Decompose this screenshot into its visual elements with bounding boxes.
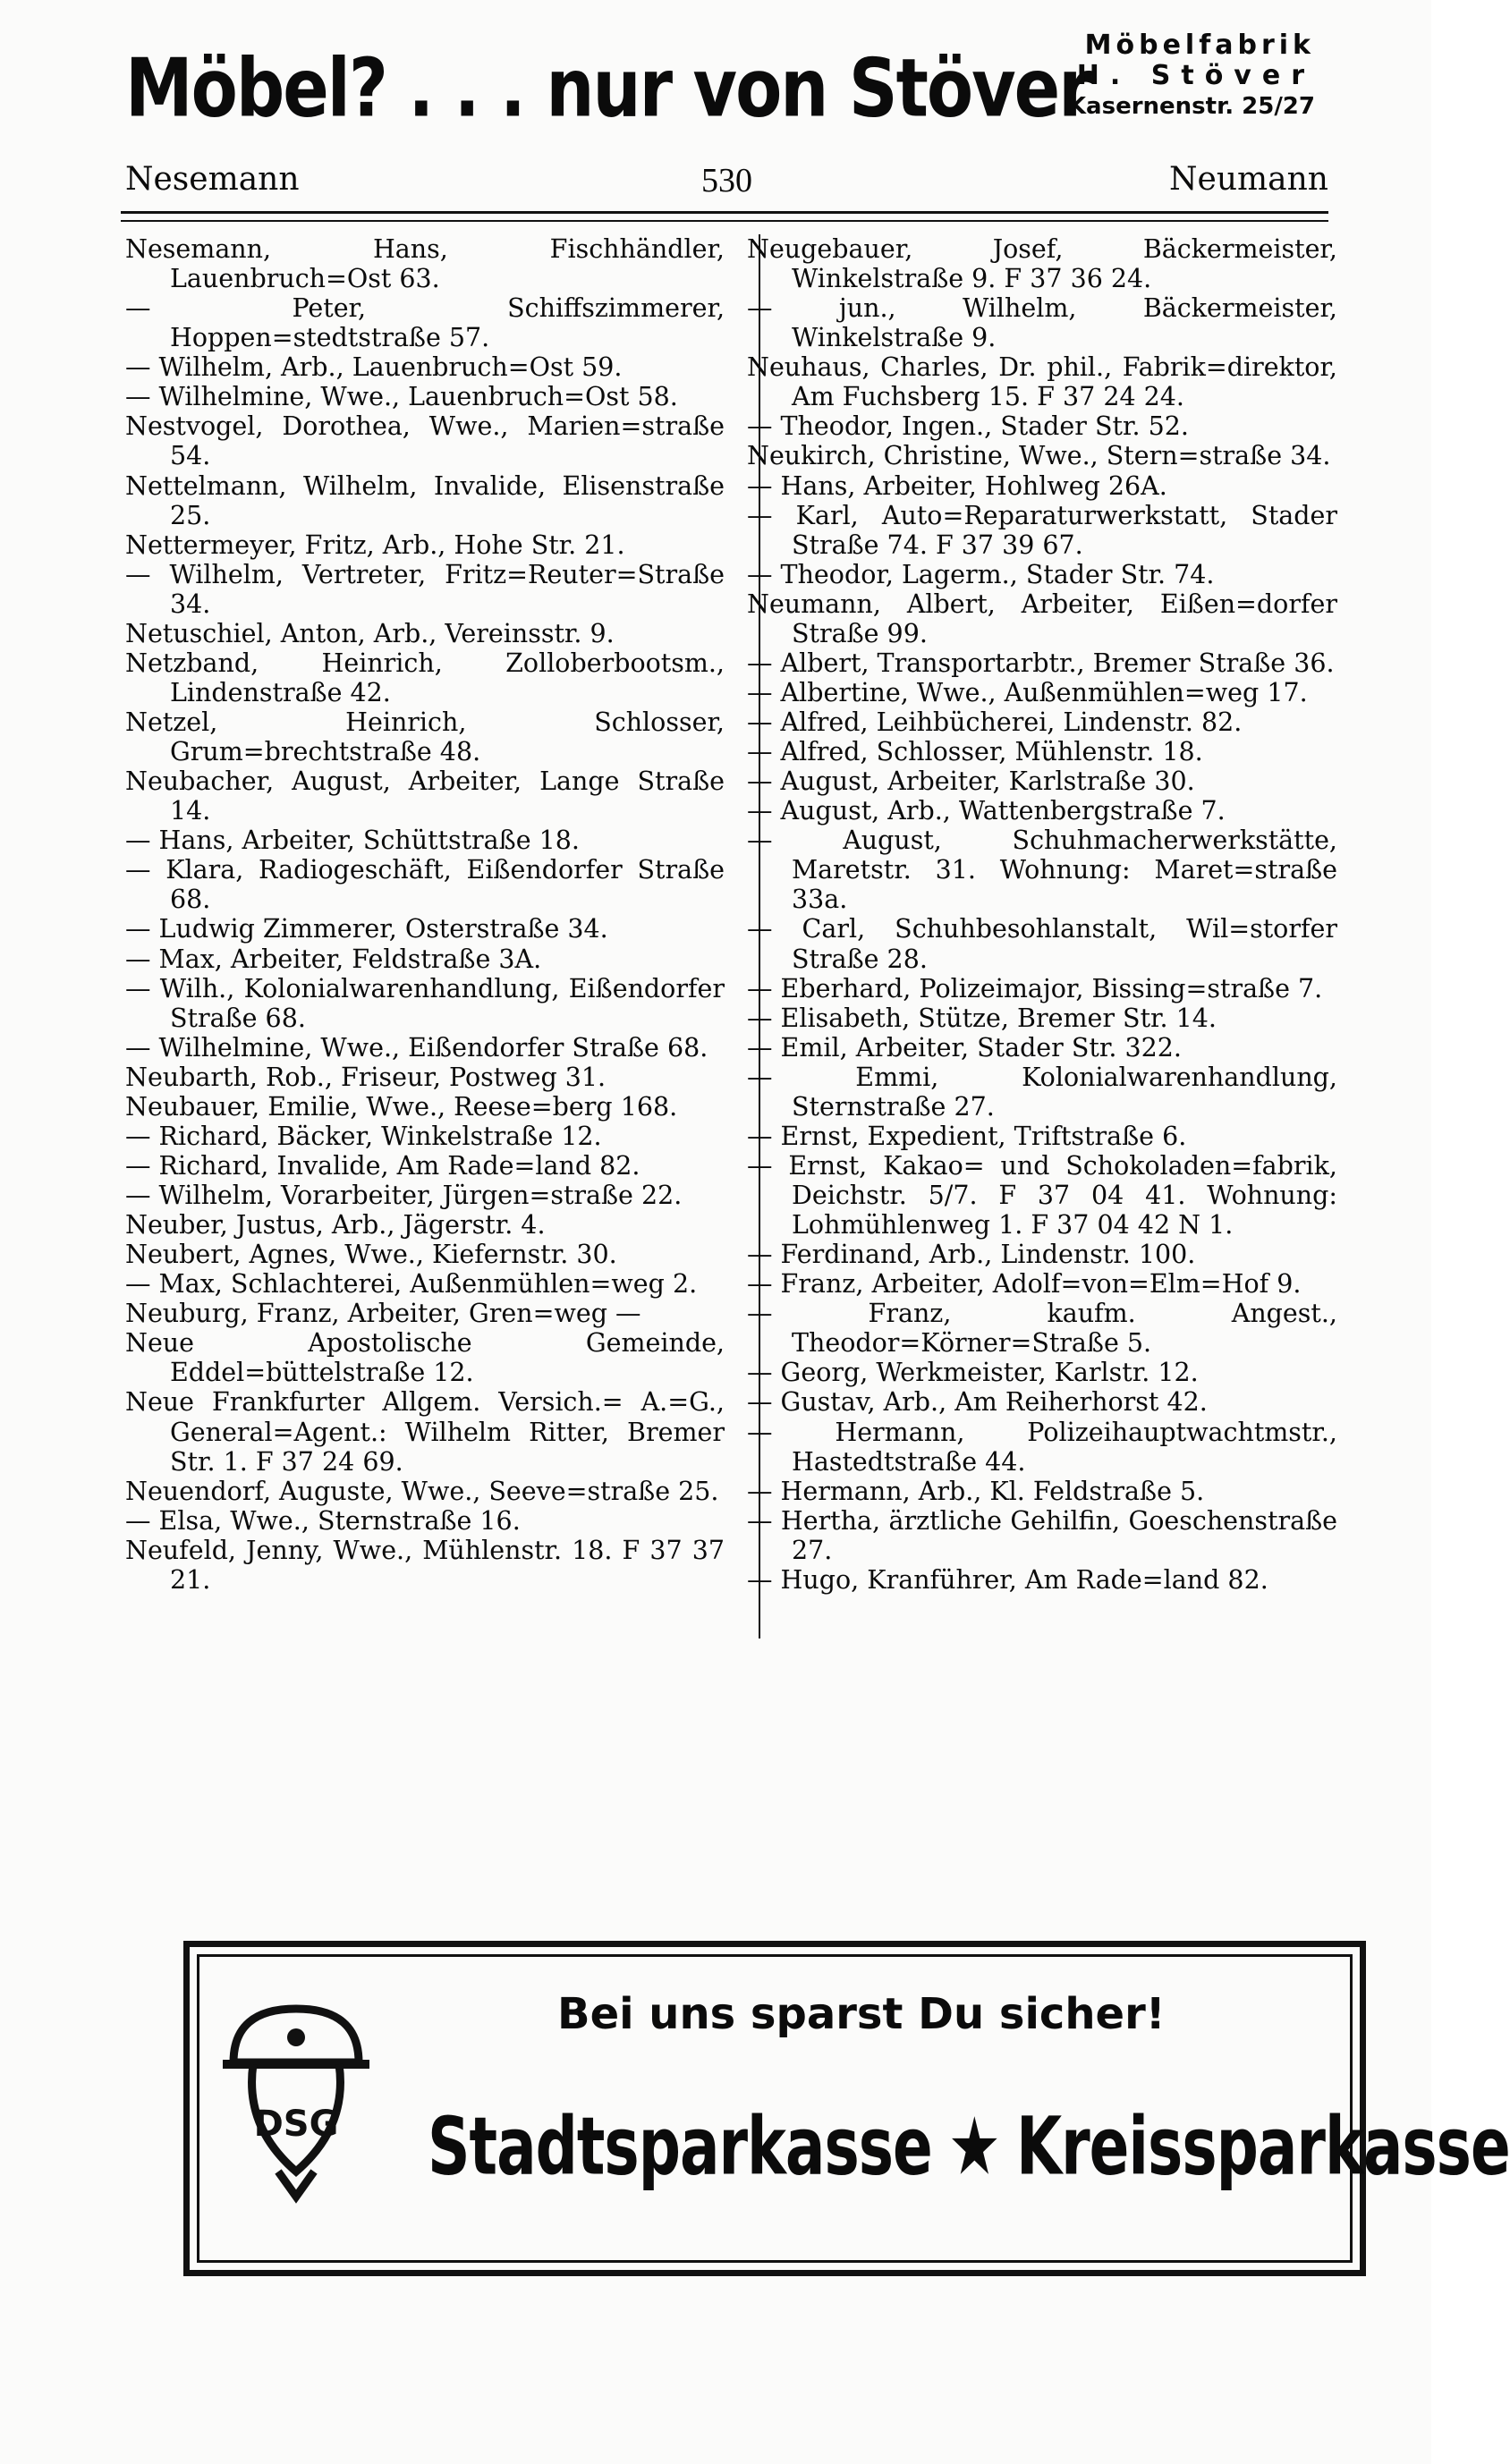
ad-company-line-1: Möbelfabrik [1084, 30, 1315, 61]
ad-company-line-3: Kasernenstr. 25/27 [1067, 93, 1315, 120]
directory-entry: — Emil, Arbeiter, Stader Str. 322. [747, 1032, 1182, 1063]
directory-entry: — Hans, Arbeiter, Hohlweg 26A. [747, 470, 1167, 501]
directory-entry: Neue Apostolische Gemeinde, Eddel=büttelstraße 12. [125, 1328, 725, 1388]
directory-entry: — Hermann, Arb., Kl. Feldstraße 5. [747, 1476, 1205, 1506]
directory-entry: — Wilh., Kolonialwarenhandlung, Eißendorfer Straße 68. [125, 973, 725, 1033]
directory-entry: — Alfred, Leihbücherei, Lindenstr. 82. [747, 707, 1243, 737]
page-number: 530 [701, 162, 752, 199]
directory-entry: Neue Frankfurter Allgem. Versich.= A.=G., General=Agent.: Wilhelm Ritter, Bremer Str. 1. F 37 24 69. [125, 1387, 725, 1477]
directory-entry: — Richard, Bäcker, Winkelstraße 12. [125, 1121, 602, 1151]
directory-entry: Neubarth, Rob., Friseur, Postweg 31. [125, 1062, 607, 1092]
directory-entry: Neuber, Justus, Arb., Jägerstr. 4. [125, 1210, 546, 1240]
directory-entry: — Ernst, Expedient, Triftstraße 6. [747, 1121, 1187, 1151]
ad-slogan: Möbel? . . . nur von Stöver [125, 40, 1090, 135]
right-column [747, 234, 1337, 1595]
directory-entry: Neubert, Agnes, Wwe., Kiefernstr. 30. [125, 1240, 617, 1270]
directory-entry: — Hertha, ärztliche Gehilfin, Goeschenstraße 27. [747, 1505, 1337, 1565]
directory-entry: Neubacher, August, Arbeiter, Lange Straße 14. [125, 766, 725, 826]
directory-entry: — Karl, Auto=Reparaturwerkstatt, Stader Straße 74. F 37 39 67. [747, 500, 1337, 560]
directory-entry: — Albert, Transportarbtr., Bremer Straße 36. [747, 648, 1335, 678]
ad-brand-line [428, 2100, 1510, 2193]
directory-entry: Neuburg, Franz, Arbeiter, Gren=weg — [125, 1299, 641, 1329]
directory-entry: Netuschiel, Anton, Arb., Vereinsstr. 9. [125, 618, 615, 648]
directory-entry: — Wilhelm, Arb., Lauenbruch=Ost 59. [125, 352, 623, 383]
directory-entry: — Franz, Arbeiter, Adolf=von=Elm=Hof 9. [747, 1269, 1302, 1300]
header-first-name: Nesemann [125, 161, 300, 198]
directory-entry: — Gustav, Arb., Am Reiherhorst 42. [747, 1387, 1208, 1418]
directory-entry: — Ludwig Zimmerer, Osterstraße 34. [125, 914, 608, 944]
directory-entry: — Ernst, Kakao= und Schokoladen=fabrik, Deichstr. 5/7. F 37 04 41. Wohnung: Lohmühlenweg 1. F 37 04 42 N 1. [747, 1150, 1337, 1240]
directory-entry: Netzband, Heinrich, Zolloberbootsm., Lindenstraße 42. [125, 648, 725, 707]
header-rule-bottom [121, 220, 1328, 222]
dsg-logo-text: DSG [253, 2104, 339, 2145]
directory-entry: — Theodor, Lagerm., Stader Str. 74. [747, 559, 1215, 589]
directory-entry: — Max, Schlachterei, Außenmühlen=weg 2. [125, 1269, 698, 1300]
directory-entry: — Max, Arbeiter, Feldstraße 3A. [125, 944, 542, 974]
directory-entry: — August, Arbeiter, Karlstraße 30. [747, 766, 1195, 797]
directory-entry: Netzel, Heinrich, Schlosser, Grum=brechtstraße 48. [125, 707, 725, 767]
directory-entry: — Eberhard, Polizeimajor, Bissing=straße 7. [747, 973, 1323, 1003]
directory-entry: — Wilhelmine, Wwe., Lauenbruch=Ost 58. [125, 382, 678, 412]
directory-entry: Nettelmann, Wilhelm, Invalide, Elisenstraße 25. [125, 470, 725, 530]
directory-entry: — Richard, Invalide, Am Rade=land 82. [125, 1150, 640, 1181]
star-icon: ★ [947, 2100, 1000, 2193]
ad-inner-frame [197, 1954, 1510, 2263]
directory-entry: — Hermann, Polizeihauptwachtmstr., Hastedtstraße 44. [747, 1417, 1337, 1477]
directory-entry: — Alfred, Schlosser, Mühlenstr. 18. [747, 737, 1203, 767]
directory-entry: Nettermeyer, Fritz, Arb., Hohe Str. 21. [125, 529, 625, 560]
ad-tagline: Bei uns sparst Du sicher! [557, 1989, 1166, 2039]
directory-entry: — Georg, Werkmeister, Karlstr. 12. [747, 1358, 1199, 1388]
directory-entry: — Carl, Schuhbesohlanstalt, Wil=storfer Straße 28. [747, 914, 1337, 974]
header-rule-top [121, 211, 1328, 214]
top-advertisement [125, 30, 1315, 138]
ad-company-line-2: H. Stöver [1076, 60, 1315, 91]
directory-entry: — August, Arb., Wattenbergstraße 7. [747, 796, 1226, 826]
directory-entry: Neukirch, Christine, Wwe., Stern=straße 34. [747, 441, 1331, 471]
bottom-advertisement [183, 1941, 1510, 2276]
directory-entry: Neuhaus, Charles, Dr. phil., Fabrik=direktor, Am Fuchsberg 15. F 37 24 24. [747, 352, 1337, 412]
directory-entry: — jun., Wilhelm, Bäckermeister, Winkelstraße 9. [747, 293, 1337, 353]
directory-entry: — Albertine, Wwe., Außenmühlen=weg 17. [747, 677, 1308, 707]
brand-kreissparkasse: Kreissparkasse [1015, 2100, 1510, 2193]
dsg-logo-icon [217, 1993, 374, 2216]
directory-entry: Nestvogel, Dorothea, Wwe., Marien=straße 54. [125, 411, 725, 471]
brand-stadtsparkasse: Stadtsparkasse [428, 2100, 932, 2193]
directory-entry: Neumann, Albert, Arbeiter, Eißen=dorfer Straße 99. [747, 588, 1337, 648]
directory-entry: — Elisabeth, Stütze, Bremer Str. 14. [747, 1003, 1217, 1033]
directory-entry: Neuendorf, Auguste, Wwe., Seeve=straße 25. [125, 1476, 719, 1506]
left-column [125, 234, 725, 1595]
directory-entry: — Franz, kaufm. Angest., Theodor=Körner=Straße 5. [747, 1299, 1337, 1359]
directory-entry: — Klara, Radiogeschäft, Eißendorfer Straße 68. [125, 855, 725, 915]
ad-company-box [1015, 30, 1315, 122]
directory-entry: — Wilhelm, Vertreter, Fritz=Reuter=Straße 34. [125, 559, 725, 619]
directory-entry: — Wilhelmine, Wwe., Eißendorfer Straße 68. [125, 1032, 708, 1063]
directory-entry: — August, Schuhmacherwerkstätte, Maretstr. 31. Wohnung: Maret=straße 33a. [747, 826, 1337, 915]
directory-entry: — Theodor, Ingen., Stader Str. 52. [747, 411, 1189, 442]
directory-entry: Neubauer, Emilie, Wwe., Reese=berg 168. [125, 1091, 678, 1122]
directory-entry: — Wilhelm, Vorarbeiter, Jürgen=straße 22. [125, 1181, 683, 1210]
directory-entry: — Peter, Schiffszimmerer, Hoppen=stedtstraße 57. [125, 293, 725, 353]
directory-entry: Neugebauer, Josef, Bäckermeister, Winkelstraße 9. F 37 36 24. [747, 234, 1337, 294]
directory-entry: — Emmi, Kolonialwarenhandlung, Sternstraße 27. [747, 1062, 1337, 1122]
running-header [125, 161, 1328, 215]
directory-entry: Nesemann, Hans, Fischhändler, Lauenbruch=Ost 63. [125, 234, 725, 294]
directory-entry: Neufeld, Jenny, Wwe., Mühlenstr. 18. F 37 37 21. [125, 1535, 725, 1595]
directory-entry: — Ferdinand, Arb., Lindenstr. 100. [747, 1240, 1196, 1270]
directory-entry: — Hugo, Kranführer, Am Rade=land 82. [747, 1564, 1268, 1595]
directory-entry: — Hans, Arbeiter, Schüttstraße 18. [125, 826, 580, 856]
header-last-name: Neumann [1169, 161, 1328, 198]
directory-entry: — Elsa, Wwe., Sternstraße 16. [125, 1505, 521, 1536]
